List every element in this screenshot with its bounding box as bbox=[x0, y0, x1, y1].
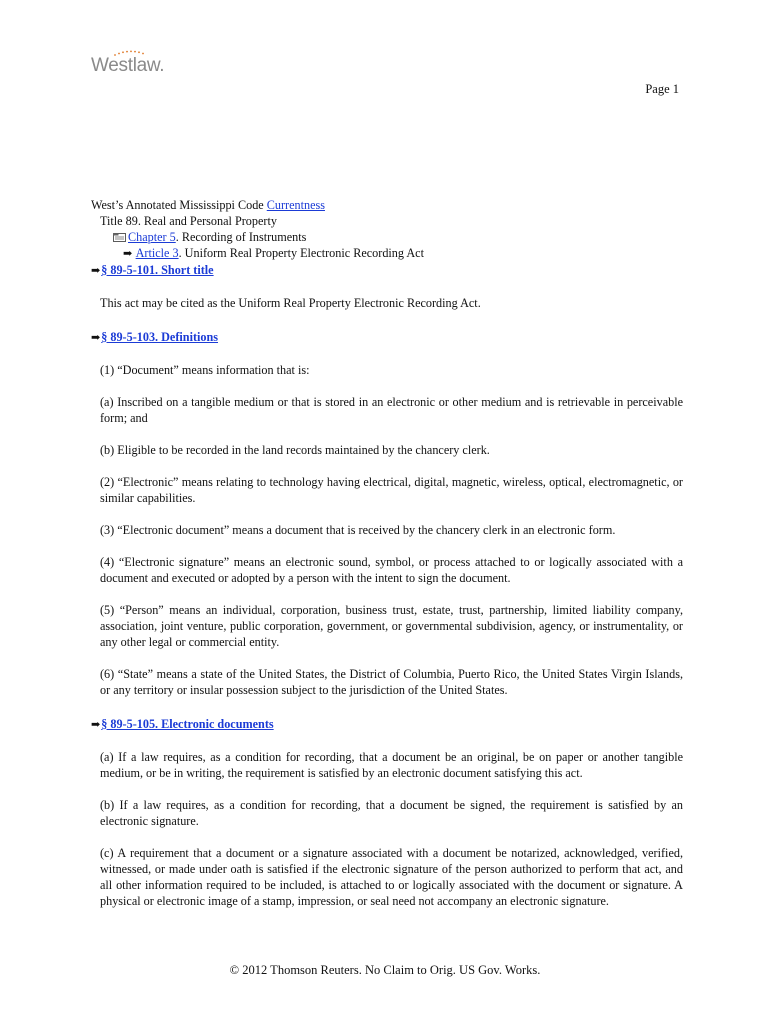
code-name-line bbox=[91, 197, 683, 213]
chapter-title: . Recording of Instruments bbox=[175, 230, 307, 244]
section-105-link[interactable]: § 89-5-105. Electronic documents bbox=[101, 717, 274, 731]
document-body bbox=[91, 197, 683, 909]
arrow-right-icon: ➡ bbox=[91, 332, 101, 344]
logo-text: Westlaw. bbox=[91, 55, 165, 76]
chapter-line bbox=[91, 229, 683, 245]
section-101-link[interactable]: § 89-5-101. Short title bbox=[101, 263, 214, 277]
folder-icon bbox=[113, 232, 126, 242]
section-101-text: This act may be cited as the Uniform Real Property Electronic Recording Act. bbox=[100, 296, 481, 310]
section-101-heading bbox=[91, 262, 683, 279]
definition-paragraph: (6) “State” means a state of the United States, the District of Columbia, Puerto Rico, the United States Virgin Islands, or any territory or insular possession subject to the jurisdiction of the United States. bbox=[100, 667, 683, 697]
page-number: Page 1 bbox=[645, 82, 679, 96]
electronic-documents-paragraph: (b) If a law requires, as a condition for recording, that a document be signed, the requirement is satisfied by an electronic signature. bbox=[100, 798, 683, 828]
definition-paragraph: (4) “Electronic signature” means an electronic sound, symbol, or process attached to or logically associated with a document and executed or adopted by a person with the intent to sign the document. bbox=[100, 555, 683, 585]
electronic-documents-paragraph: (a) If a law requires, as a condition for recording, that a document be an original, be on paper or another tangible medium, or be in writing, the requirement is satisfied by an electronic document satisfying this act. bbox=[100, 750, 683, 780]
westlaw-logo bbox=[91, 49, 171, 79]
definition-paragraph: (a) Inscribed on a tangible medium or that is stored in an electronic or other medium and is retrievable in perceivable form; and bbox=[100, 395, 683, 425]
definition-paragraph: (5) “Person” means an individual, corporation, business trust, estate, trust, partnership, limited liability company, association, joint venture, public corporation, government, or governmental subdivision, agency, or instrumentality, or any other legal or commercial entity. bbox=[100, 603, 683, 649]
title-line: Title 89. Real and Personal Property bbox=[100, 214, 277, 228]
arrow-right-icon: ➡ bbox=[123, 248, 133, 260]
definition-paragraph: (3) “Electronic document” means a document that is received by the chancery clerk in an electronic form. bbox=[100, 523, 616, 537]
electronic-documents-paragraph: (c) A requirement that a document or a signature associated with a document be notarized, acknowledged, verified, witnessed, or made under oath is satisfied if the electronic signature of the person authorized to perform that act, and all other information required to be included, is attached to or logically associated with the document or signature. A physical or electronic image of a stamp, impression, or seal need not accompany an electronic signature. bbox=[100, 846, 683, 908]
article-line bbox=[91, 245, 683, 262]
definition-paragraph: (b) Eligible to be recorded in the land records maintained by the chancery clerk. bbox=[100, 443, 490, 457]
copyright-footer: © 2012 Thomson Reuters. No Claim to Orig. US Gov. Works. bbox=[229, 963, 541, 977]
definition-paragraph: (1) “Document” means information that is: bbox=[100, 363, 310, 377]
currentness-link[interactable]: Currentness bbox=[266, 198, 325, 212]
section-105-heading bbox=[91, 716, 683, 733]
arrow-right-icon: ➡ bbox=[91, 719, 101, 731]
chapter-link[interactable]: Chapter 5 bbox=[128, 230, 176, 244]
article-link[interactable]: Article 3 bbox=[135, 246, 179, 260]
section-103-heading bbox=[91, 329, 683, 346]
code-name: West’s Annotated Mississippi Code bbox=[91, 198, 264, 212]
article-title: . Uniform Real Property Electronic Recording Act bbox=[178, 246, 424, 260]
section-103-link[interactable]: § 89-5-103. Definitions bbox=[101, 330, 219, 344]
arrow-right-icon: ➡ bbox=[91, 265, 101, 277]
definition-paragraph: (2) “Electronic” means relating to technology having electrical, digital, magnetic, wireless, optical, electromagnetic, or similar capabilities. bbox=[100, 475, 683, 505]
